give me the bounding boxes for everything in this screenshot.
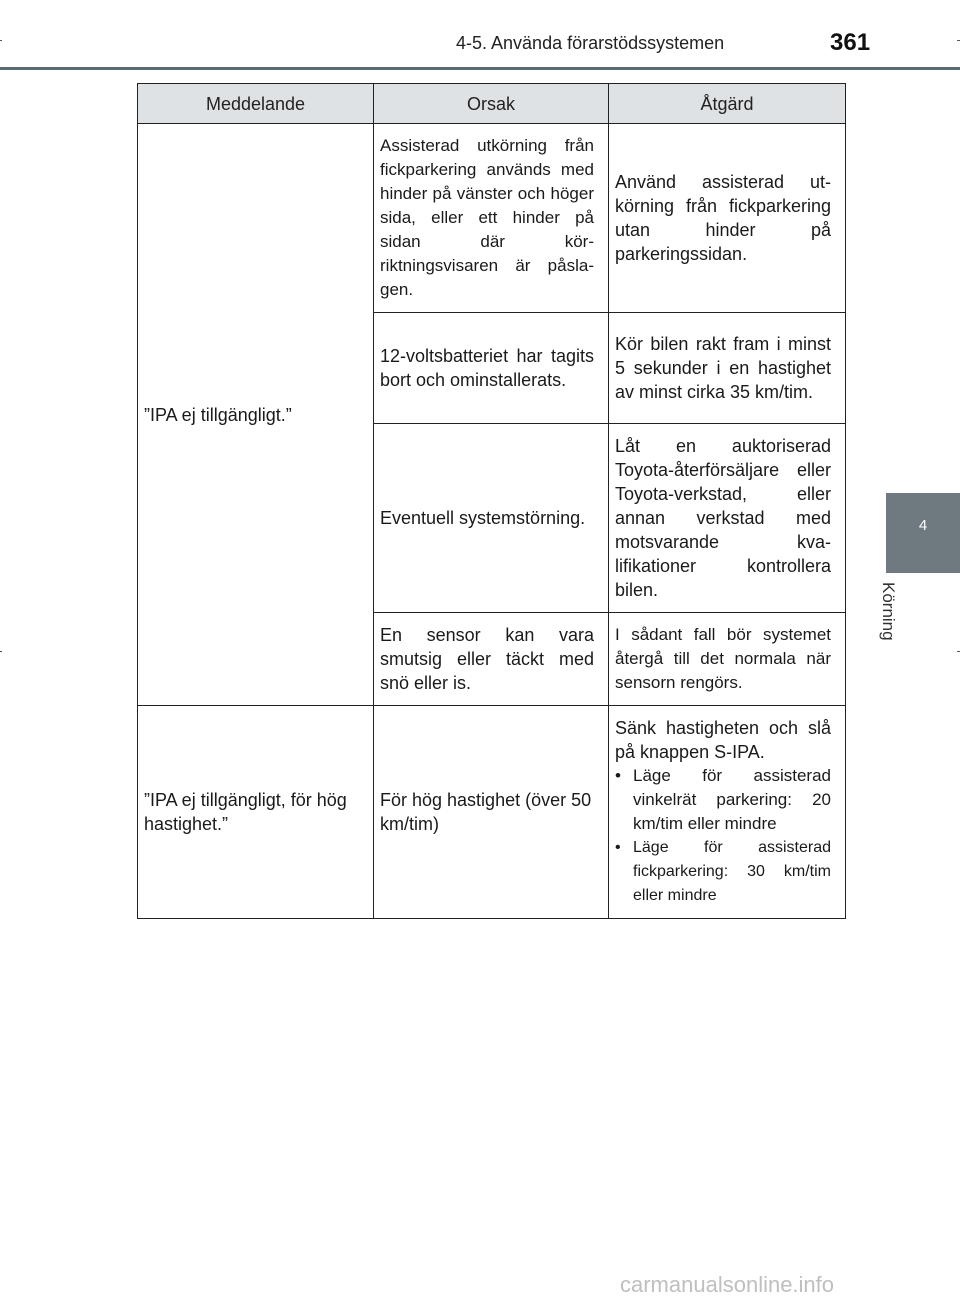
- chapter-label-wrap: [878, 582, 938, 662]
- action-intro: Sänk hastigheten och slå på knappen S-IPA.: [615, 718, 831, 762]
- column-header-action: Åtgärd: [609, 84, 846, 124]
- watermark: carmanualsonline.info: [620, 1272, 835, 1297]
- list-item: • Läge för assisterad fickparkering: 30 km/tim eller mindre: [615, 836, 831, 908]
- crop-mark: [0, 651, 2, 652]
- table-row: [138, 124, 846, 313]
- page-header: [0, 0, 960, 70]
- column-header-cause: Orsak: [374, 84, 609, 124]
- action-cell: Låt en auktoriserad Toyota-återförsäljare eller Toyota-verkstad, eller annan verkstad med motsvarande kvalifikationer kontrollera bilen.: [609, 424, 846, 613]
- action-bullet-list: [615, 764, 831, 908]
- action-cell: Kör bilen rakt fram i minst 5 sekunder i en hastighet av minst cirka 35 km/tim.: [609, 313, 846, 424]
- cause-cell: Eventuell systemstörning.: [374, 424, 609, 613]
- message-table: [137, 83, 846, 919]
- action-cell: I sådant fall bör systemet återgå till det normala när sensorn rengörs.: [609, 613, 846, 706]
- cause-cell: Assisterad utkörning från fickparkering används med hinder på vänster och höger sida, eller ett hinder på sidan där körriktningsvisaren är påslagen.: [374, 124, 609, 313]
- list-item: • Läge för assisterad vinkelrät parkering: 20 km/tim eller mindre: [615, 764, 831, 836]
- cause-cell: För hög hastighet (över 50 km/tim): [374, 706, 609, 919]
- message-cell: ”IPA ej tillgängligt, för hög hastighet.”: [138, 706, 374, 919]
- message-cell: ”IPA ej tillgängligt.”: [138, 124, 374, 706]
- section-title: 4-5. Använda förarstödssystemen: [456, 33, 725, 53]
- table-header-row: [138, 84, 846, 124]
- page-number: 361: [830, 29, 871, 56]
- cause-cell: En sensor kan vara smutsig eller täckt med snö eller is.: [374, 613, 609, 706]
- column-header-message: Meddelande: [138, 84, 374, 124]
- chapter-number: 4: [918, 517, 928, 534]
- header-rule: [0, 67, 960, 70]
- action-cell: [609, 706, 846, 919]
- table-row: [138, 706, 846, 919]
- action-cell: Använd assisterad utkörning från fickparkering utan hinder på parkeringssidan.: [609, 124, 846, 313]
- cause-cell: 12-voltsbatteriet har tagits bort och ominstallerats.: [374, 313, 609, 424]
- chapter-label: Körning: [879, 582, 898, 641]
- chapter-tab: [886, 493, 960, 573]
